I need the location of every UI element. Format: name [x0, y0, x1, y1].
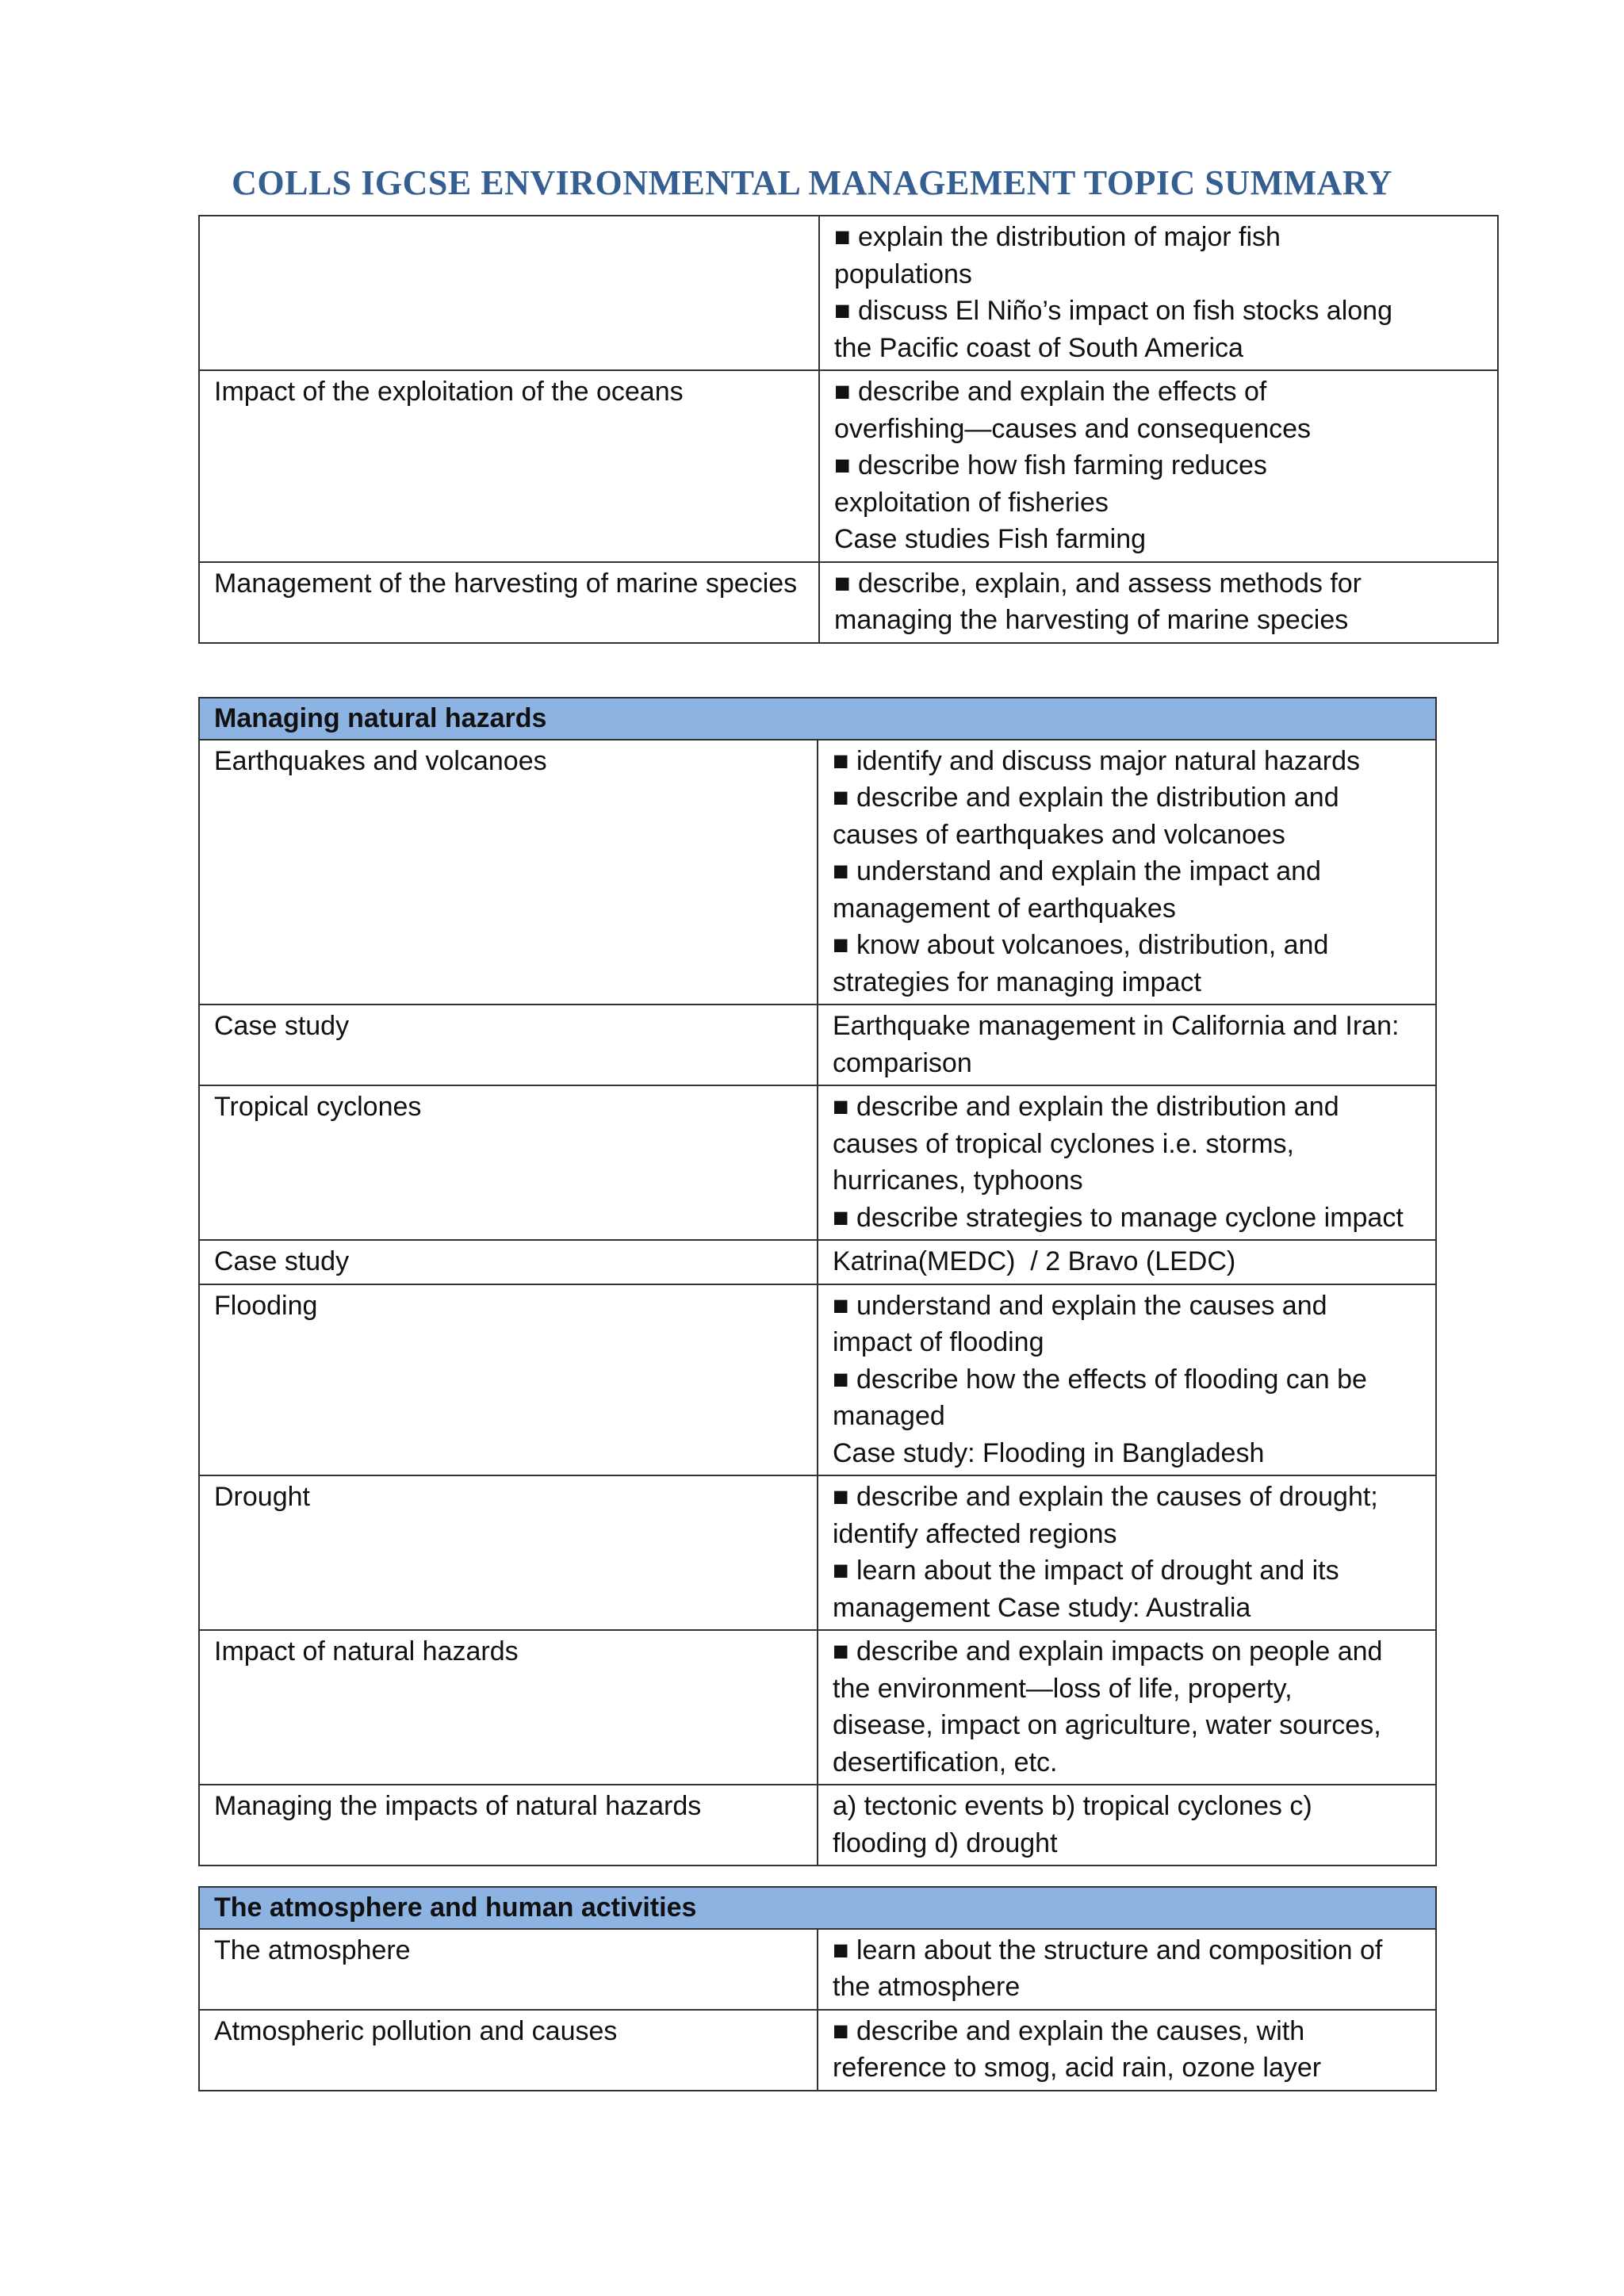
details-cell [818, 740, 1436, 1005]
detail-line: ■ identify and discuss major natural hazards [833, 745, 1360, 776]
detail-line: ■ describe and explain the effects of [834, 377, 1267, 407]
detail-line: causes of tropical cyclones i.e. storms, [833, 1128, 1295, 1159]
topic-cell [199, 216, 819, 370]
detail-line: ■ describe and explain the distribution and [833, 783, 1339, 813]
section-heading-row [199, 698, 1436, 740]
detail-line: the environment—loss of life, property, [833, 1673, 1293, 1704]
oceans-topic-table [198, 215, 1499, 644]
topic-cell: Atmospheric pollution and causes [199, 2010, 818, 2091]
detail-line: managing the harvesting of marine species [834, 605, 1349, 635]
detail-line: exploitation of fisheries [834, 487, 1109, 518]
table-row [199, 216, 1498, 370]
detail-line: strategies for managing impact [833, 966, 1201, 997]
topic-cell: Management of the harvesting of marine species [199, 562, 819, 643]
detail-line: Earthquake management in California and Iran: [833, 1011, 1400, 1041]
table-row [199, 1630, 1436, 1785]
detail-line: management Case study: Australia [833, 1592, 1251, 1623]
topic-cell: The atmosphere [199, 1929, 818, 2010]
detail-line: managed [833, 1401, 945, 1431]
topic-cell: Drought [199, 1475, 818, 1630]
detail-line: populations [834, 258, 972, 289]
detail-line: ■ discuss El Niño’s impact on fish stocks along [834, 296, 1392, 326]
detail-line: ■ describe strategies to manage cyclone impact [833, 1202, 1404, 1233]
section-heading: Managing natural hazards [199, 698, 1436, 740]
details-cell [818, 1240, 1436, 1284]
details-cell [818, 1630, 1436, 1785]
detail-line: ■ know about volcanoes, distribution, and [833, 930, 1329, 960]
atmosphere-table [198, 1886, 1437, 2091]
table-row [199, 1004, 1436, 1085]
topic-cell: Flooding [199, 1284, 818, 1476]
detail-line: overfishing—causes and consequences [834, 413, 1312, 444]
detail-line: identify affected regions [833, 1518, 1117, 1549]
detail-line: ■ describe and explain the causes, with [833, 2015, 1305, 2046]
details-cell [818, 1785, 1436, 1866]
details-cell [819, 370, 1498, 562]
detail-line: ■ describe how fish farming reduces [834, 450, 1267, 480]
table-row [199, 370, 1498, 562]
detail-line: ■ describe and explain the distribution and [833, 1092, 1339, 1122]
section-heading-row [199, 1887, 1436, 1929]
table-row [199, 562, 1498, 643]
detail-line: Case study: Flooding in Bangladesh [833, 1437, 1265, 1468]
detail-line: ■ describe and explain impacts on people and [833, 1636, 1383, 1667]
detail-line: hurricanes, typhoons [833, 1165, 1083, 1196]
detail-line: ■ understand and explain the impact and [833, 856, 1321, 886]
detail-line: a) tectonic events b) tropical cyclones c) [833, 1791, 1312, 1821]
detail-line: ■ describe how the effects of flooding can be [833, 1364, 1367, 1395]
table-row [199, 1240, 1436, 1284]
table-row [199, 1785, 1436, 1866]
detail-line: ■ understand and explain the causes and [833, 1290, 1327, 1321]
detail-line: causes of earthquakes and volcanoes [833, 819, 1285, 850]
details-cell [818, 1284, 1436, 1476]
page-title: COLLS IGCSE ENVIRONMENTAL MANAGEMENT TOPIC SUMMARY [232, 163, 1392, 202]
topic-cell: Earthquakes and volcanoes [199, 740, 818, 1005]
details-cell [818, 1085, 1436, 1240]
detail-line: ■ explain the distribution of major fish [834, 222, 1281, 252]
topic-cell: Case study [199, 1240, 818, 1284]
details-cell [818, 2010, 1436, 2091]
natural-hazards-table [198, 697, 1437, 1866]
detail-line: Katrina(MEDC) / 2 Bravo (LEDC) [833, 1246, 1236, 1276]
table-row [199, 1475, 1436, 1630]
detail-line: ■ learn about the structure and composition of [833, 1934, 1383, 1965]
table-row [199, 1085, 1436, 1240]
topic-cell: Tropical cyclones [199, 1085, 818, 1240]
detail-line: ■ describe and explain the causes of drought; [833, 1482, 1378, 1512]
detail-line: ■ describe, explain, and assess methods for [834, 568, 1362, 599]
table-row [199, 1929, 1436, 2010]
details-cell [818, 1004, 1436, 1085]
section-heading: The atmosphere and human activities [199, 1887, 1436, 1929]
detail-line: comparison [833, 1047, 972, 1078]
detail-line: the Pacific coast of South America [834, 332, 1243, 363]
topic-cell: Case study [199, 1004, 818, 1085]
detail-line: management of earthquakes [833, 893, 1176, 924]
topic-cell: Impact of the exploitation of the oceans [199, 370, 819, 562]
table-row [199, 2010, 1436, 2091]
detail-line: flooding d) drought [833, 1827, 1058, 1858]
detail-line: the atmosphere [833, 1972, 1021, 2002]
table-row [199, 740, 1436, 1005]
topic-cell: Impact of natural hazards [199, 1630, 818, 1785]
details-cell [819, 562, 1498, 643]
detail-line: ■ learn about the impact of drought and its [833, 1556, 1339, 1586]
details-cell [818, 1929, 1436, 2010]
detail-line: impact of flooding [833, 1327, 1044, 1357]
table-row [199, 1284, 1436, 1476]
detail-line: desertification, etc. [833, 1747, 1058, 1777]
topic-cell: Managing the impacts of natural hazards [199, 1785, 818, 1866]
details-cell [818, 1475, 1436, 1630]
detail-line: reference to smog, acid rain, ozone layer [833, 2053, 1322, 2083]
details-cell [819, 216, 1498, 370]
detail-line: disease, impact on agriculture, water sources, [833, 1710, 1381, 1740]
detail-line: Case studies Fish farming [834, 524, 1147, 554]
